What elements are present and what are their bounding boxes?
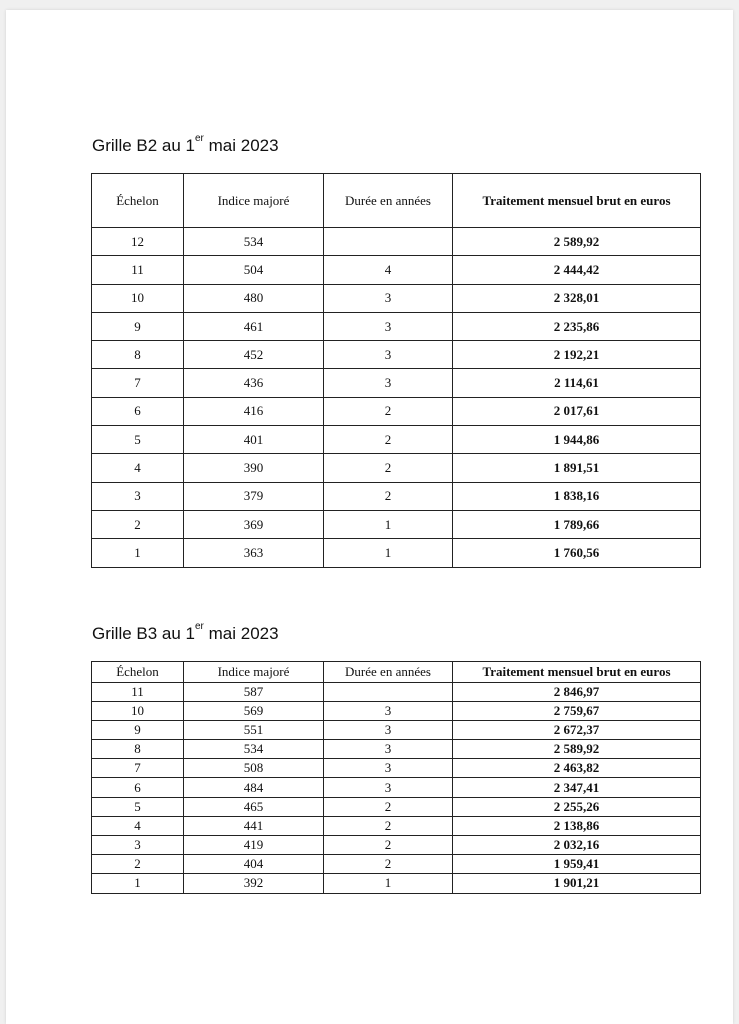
cell-duree: 1 bbox=[324, 510, 453, 538]
table-row bbox=[92, 778, 701, 797]
header-traitement: Traitement mensuel brut en euros bbox=[453, 174, 701, 228]
cell-indice-majore: 363 bbox=[184, 539, 324, 567]
cell-indice-majore: 436 bbox=[184, 369, 324, 397]
cell-traitement: 2 114,61 bbox=[453, 369, 701, 397]
cell-duree: 2 bbox=[324, 816, 453, 835]
cell-traitement: 2 846,97 bbox=[453, 682, 701, 701]
cell-traitement: 1 838,16 bbox=[453, 482, 701, 510]
grille-b2-title: Grille B2 au 1er mai 2023 bbox=[92, 133, 279, 155]
cell-indice-majore: 504 bbox=[184, 256, 324, 284]
table-row bbox=[92, 256, 701, 284]
cell-indice-majore: 587 bbox=[184, 682, 324, 701]
cell-duree bbox=[324, 228, 453, 256]
cell-traitement: 1 901,21 bbox=[453, 874, 701, 893]
cell-indice-majore: 484 bbox=[184, 778, 324, 797]
cell-traitement: 2 032,16 bbox=[453, 836, 701, 855]
cell-traitement: 1 959,41 bbox=[453, 855, 701, 874]
cell-indice-majore: 480 bbox=[184, 284, 324, 312]
cell-traitement: 2 017,61 bbox=[453, 397, 701, 425]
cell-echelon: 1 bbox=[92, 539, 184, 567]
header-echelon: Échelon bbox=[92, 662, 184, 683]
document-page bbox=[6, 10, 733, 1024]
cell-indice-majore: 534 bbox=[184, 228, 324, 256]
table-row bbox=[92, 874, 701, 893]
cell-echelon: 3 bbox=[92, 836, 184, 855]
cell-duree: 3 bbox=[324, 284, 453, 312]
cell-echelon: 7 bbox=[92, 759, 184, 778]
cell-echelon: 9 bbox=[92, 312, 184, 340]
cell-duree: 3 bbox=[324, 369, 453, 397]
cell-duree: 3 bbox=[324, 740, 453, 759]
cell-echelon: 4 bbox=[92, 816, 184, 835]
table-row bbox=[92, 284, 701, 312]
cell-indice-majore: 404 bbox=[184, 855, 324, 874]
cell-echelon: 7 bbox=[92, 369, 184, 397]
table-row bbox=[92, 482, 701, 510]
table-row bbox=[92, 855, 701, 874]
cell-indice-majore: 569 bbox=[184, 701, 324, 720]
cell-traitement: 2 347,41 bbox=[453, 778, 701, 797]
cell-indice-majore: 369 bbox=[184, 510, 324, 538]
cell-echelon: 2 bbox=[92, 510, 184, 538]
cell-indice-majore: 508 bbox=[184, 759, 324, 778]
cell-duree: 3 bbox=[324, 720, 453, 739]
cell-duree: 2 bbox=[324, 797, 453, 816]
cell-traitement: 2 192,21 bbox=[453, 341, 701, 369]
table-row bbox=[92, 369, 701, 397]
table-row bbox=[92, 228, 701, 256]
table-row bbox=[92, 341, 701, 369]
cell-indice-majore: 379 bbox=[184, 482, 324, 510]
header-indice-majore: Indice majoré bbox=[184, 662, 324, 683]
cell-duree: 3 bbox=[324, 341, 453, 369]
cell-duree: 1 bbox=[324, 874, 453, 893]
cell-traitement: 2 255,26 bbox=[453, 797, 701, 816]
table-row bbox=[92, 454, 701, 482]
cell-echelon: 5 bbox=[92, 797, 184, 816]
table-row bbox=[92, 426, 701, 454]
table-header-row bbox=[92, 174, 701, 228]
cell-duree: 4 bbox=[324, 256, 453, 284]
cell-traitement: 2 672,37 bbox=[453, 720, 701, 739]
header-duree: Durée en années bbox=[324, 662, 453, 683]
cell-duree: 2 bbox=[324, 855, 453, 874]
cell-traitement: 1 760,56 bbox=[453, 539, 701, 567]
cell-traitement: 2 235,86 bbox=[453, 312, 701, 340]
table-header-row bbox=[92, 662, 701, 683]
cell-indice-majore: 465 bbox=[184, 797, 324, 816]
cell-traitement: 1 944,86 bbox=[453, 426, 701, 454]
cell-indice-majore: 551 bbox=[184, 720, 324, 739]
header-duree: Durée en années bbox=[324, 174, 453, 228]
header-traitement: Traitement mensuel brut en euros bbox=[453, 662, 701, 683]
table-row bbox=[92, 397, 701, 425]
table-row bbox=[92, 682, 701, 701]
grille-b2-body bbox=[92, 228, 701, 568]
cell-indice-majore: 390 bbox=[184, 454, 324, 482]
cell-indice-majore: 401 bbox=[184, 426, 324, 454]
cell-traitement: 2 589,92 bbox=[453, 228, 701, 256]
table-row bbox=[92, 720, 701, 739]
cell-duree: 3 bbox=[324, 759, 453, 778]
cell-echelon: 11 bbox=[92, 682, 184, 701]
cell-echelon: 6 bbox=[92, 778, 184, 797]
cell-traitement: 2 138,86 bbox=[453, 816, 701, 835]
cell-traitement: 2 328,01 bbox=[453, 284, 701, 312]
cell-indice-majore: 441 bbox=[184, 816, 324, 835]
cell-indice-majore: 416 bbox=[184, 397, 324, 425]
cell-duree: 2 bbox=[324, 454, 453, 482]
cell-duree: 2 bbox=[324, 482, 453, 510]
cell-traitement: 2 444,42 bbox=[453, 256, 701, 284]
cell-echelon: 4 bbox=[92, 454, 184, 482]
header-indice-majore: Indice majoré bbox=[184, 174, 324, 228]
cell-traitement: 2 463,82 bbox=[453, 759, 701, 778]
table-row bbox=[92, 701, 701, 720]
cell-echelon: 3 bbox=[92, 482, 184, 510]
table-row bbox=[92, 510, 701, 538]
grille-b3-title: Grille B3 au 1er mai 2023 bbox=[92, 621, 279, 643]
cell-indice-majore: 461 bbox=[184, 312, 324, 340]
cell-echelon: 8 bbox=[92, 341, 184, 369]
cell-indice-majore: 452 bbox=[184, 341, 324, 369]
table-row bbox=[92, 816, 701, 835]
header-echelon: Échelon bbox=[92, 174, 184, 228]
cell-indice-majore: 392 bbox=[184, 874, 324, 893]
grille-b3-table bbox=[91, 661, 701, 894]
cell-duree: 2 bbox=[324, 836, 453, 855]
cell-traitement: 2 759,67 bbox=[453, 701, 701, 720]
cell-echelon: 6 bbox=[92, 397, 184, 425]
cell-echelon: 10 bbox=[92, 284, 184, 312]
cell-duree: 3 bbox=[324, 778, 453, 797]
cell-duree bbox=[324, 682, 453, 701]
cell-echelon: 11 bbox=[92, 256, 184, 284]
cell-echelon: 2 bbox=[92, 855, 184, 874]
cell-duree: 2 bbox=[324, 426, 453, 454]
cell-echelon: 8 bbox=[92, 740, 184, 759]
cell-traitement: 1 789,66 bbox=[453, 510, 701, 538]
cell-traitement: 1 891,51 bbox=[453, 454, 701, 482]
table-row bbox=[92, 740, 701, 759]
cell-echelon: 12 bbox=[92, 228, 184, 256]
grille-b2-table bbox=[91, 173, 701, 568]
cell-echelon: 5 bbox=[92, 426, 184, 454]
cell-duree: 1 bbox=[324, 539, 453, 567]
cell-echelon: 10 bbox=[92, 701, 184, 720]
cell-duree: 3 bbox=[324, 701, 453, 720]
table-row bbox=[92, 759, 701, 778]
table-row bbox=[92, 836, 701, 855]
table-row bbox=[92, 797, 701, 816]
table-row bbox=[92, 312, 701, 340]
cell-indice-majore: 419 bbox=[184, 836, 324, 855]
cell-duree: 3 bbox=[324, 312, 453, 340]
table-row bbox=[92, 539, 701, 567]
cell-indice-majore: 534 bbox=[184, 740, 324, 759]
cell-traitement: 2 589,92 bbox=[453, 740, 701, 759]
cell-echelon: 1 bbox=[92, 874, 184, 893]
grille-b3-body bbox=[92, 682, 701, 893]
cell-echelon: 9 bbox=[92, 720, 184, 739]
cell-duree: 2 bbox=[324, 397, 453, 425]
